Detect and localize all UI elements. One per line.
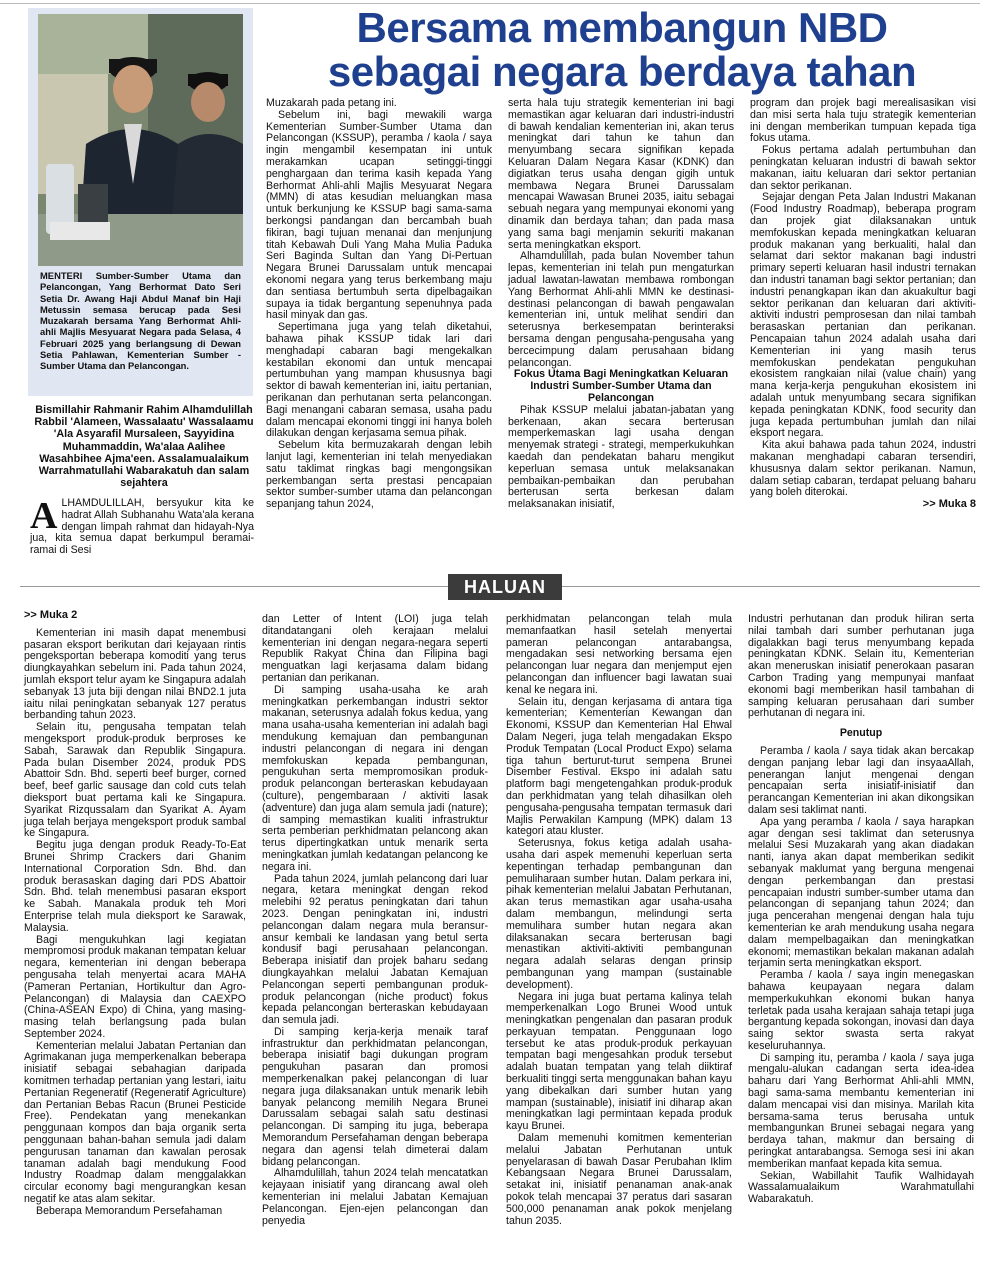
salam-greeting: Bismillahir Rahmanir Rahim Alhamdulillah Rabbil 'Alameen, Wassalaatu' Wassalaamu 'Ala Asyarafil Mursaleen, Sayyidina Muhammaddin, Wa'alaa Aalihee Wasahbihee Ajma'een. Assalamualaikum Warrahmatullahi Wabarakatuh dan salam sejahtera: [34, 404, 254, 490]
paragraph: Alhamdulillah, pada bulan November tahun lepas, kementerian ini telah pun mengaturkan jadual lawatan-lawatan membawa rombongan Yang Berhormat Ahli-ahli MMN ke destinasi-destinasi pelancongan di bawah pengawalan kementerian ini, untuk melihat sendiri dan seterusnya berkesempatan berinteraksi bersama dengan pengusaha-pengusaha yang bercecimpung dalam perusahaan bidang pelancongan.: [508, 250, 734, 369]
paragraph: serta hala tuju strategik kementerian ini bagi memastikan agar keluaran dari industri-industri di bawah kendalian kementerian ini, akan terus meningkat dari tahun ke tahun dan menyumbang secara signifikan kepada Keluaran Dalam Negara Kasar (KDNK) dan digiatkan terus usaha dengan gigih untuk membawa Negara Brunei Darussalam mencapai Wawasan Brunei 2035, iaitu sebagai sebuah negara yang mempunyai ekonomi yang dinamik dan berdaya tahan; dan pada masa yang sama bagi menjamin sekuriti makanan serta meningkatkan eksport.: [508, 97, 734, 251]
headline: [262, 6, 982, 94]
paragraph: Pihak KSSUP melalui jabatan-jabatan yang berkenaan, akan secara berterusan memperkemaskan lagi usaha dengan menyemak strategi - strategi, memperkukuhkan kaedah dan pendekatan baharu mengikut keperluan semasa untuk melaksanakan pembaikan-pembaikan dan perubahan berterusan serta berkesan dalam melaksanakan inisiatif,: [508, 403, 734, 511]
opening-text: LHAMDULILLAH, bersyukur kita ke hadrat Allah Subhanahu Wata'ala kerana dengan limpah rahmat dan hidayah-Nya jua, kita semua dapat berkumpul beramai-ramai di Sesi: [30, 497, 254, 557]
paragraph: dan Letter of Intent (LOI) juga telah ditandatangani oleh kerajaan melalui kementerian ini dengan negara-negara seperti Republik Rakyat China dan Filipina bagi menguatkan lagi kerjasama dalam bidang pertanian dan perikanan.: [262, 613, 488, 684]
bottom-column-1: [24, 610, 246, 1218]
paragraph: Dalam memenuhi komitmen kementerian melalui Jabatan Perhutanan untuk penyelarasan di bawah Dasar Perubahan Iklim Kebangsaan Negara Brunei Darussalam, setakat ini, inisiatif penanaman anak-anak pokok telah mencapai 37 peratus dari sasaran 500,000 penanaman anak pokok menjelang tahun 2035.: [506, 1132, 732, 1227]
photo-caption: MENTERI Sumber-Sumber Utama dan Pelancongan, Yang Berhormat Dato Seri Setia Dr. Awang Haji Abdul Manaf bin Haji Metussin semasa berucap pada Sesi Muzakarah bersama Yang Berhormat Ahli-ahli Majlis Mesyuarat Negara pada Selasa, 4 Februari 2025 yang berlangsung di Dewan Setia Pahlawan, Kementerian Sumber - Sumber Utama dan Pelancongan.: [40, 270, 241, 372]
continued-link[interactable]: >> Muka 8: [922, 498, 976, 511]
paragraph: Sekian, Wabillahit Taufik Walhidayah Wassalamualaikum Warahmatullahi Wabarakatuh.: [748, 1169, 974, 1206]
paragraph: Industri perhutanan dan produk hiliran serta nilai tambah dari sumber perhutanan juga digalakkan bagi terus menyumbang kepada peningkatan KDNK. Selain itu, Kementerian akan meneruskan inisiatif penerokaan pasaran Carbon Trading yang mempunyai manfaat ekonomi bagi memberikan hasil tambahan di samping keluaran perusahaan dari sumber perhutanan di negara ini.: [748, 613, 974, 720]
closing-subhead: Penutup: [839, 727, 883, 740]
paragraph: Alhamdulillah, tahun 2024 telah mencatatkan kejayaan inisiatif yang dirancang awal oleh kementerian ini melalui Jabatan Kemajuan Pelancongan. Ejen-ejen pelancongan dan penyedia: [262, 1167, 488, 1227]
paragraph: program dan projek bagi merealisasikan visi dan misi serta hala tuju strategik kementerian ini dengan memberikan tumpuan kepada tiga fokus utama.: [750, 97, 976, 145]
paragraph: Sebelum ini, bagi mewakili warga Kementerian Sumber-Sumber Utama dan Pelancongan (KSSUP), peramba / kaola / saya ingin mengambil kesempatan ini untuk merakamkan ucapan setinggi-tinggi penghargaan dan terima kasih kepada Yang Berhormat Ahli-ahli Majlis Mesyuarat Negara (MMN) di atas kesudian meluangkan masa untuk berkunjung ke KSSUP bagi sama-sama berkongsi pandangan dan bercambah buah fikiran, bagi tujuan menanai dan menjunjung titah Kebawah Duli Yang Maha Mulia Paduka Seri Baginda Sultan dan Yang Di-Pertuan Negara Brunei Darussalam untuk mencapai ekonomi negara yang terus berkembang maju dan sentiasa bertumbuh serta dipelbagaikan supaya ia tidak bergantung sepenuhnya pada hasil minyak dan gas.: [266, 108, 492, 322]
paragraph: Di samping kerja-kerja menaik taraf infrastruktur dan perkhidmatan pelancongan, beberapa inisiatif bagi dukungan program pengukuhan pasaran dan promosi memperkenalkan pakej pelancongan di luar negara juga dilaksanakan untuk menarik lebih banyak pelancong memilih Negara Brunei Darussalam sebagai salah satu destinasi pelancongan. Di samping itu juga, beberapa Memorandum Persefahaman dengan beberapa negara dan agensi telah dimeterai dalam bidang pelancongan.: [262, 1025, 488, 1168]
paragraph: Di samping itu, peramba / kaola / saya juga mengalu-alukan cadangan serta idea-idea baharu dari Yang Berhormat Ahli-ahli MMN, bagi sama-sama membantu kementerian ini dalam mencapai visi dan misinya. Marilah kita bersama-sama terus berusaha untuk membangunkan Brunei sebagai negara yang berdaya tahan, makmur dan bersaing di peringkat antarabangsa. Semoga sesi ini akan memberikan manfaat kepada kita semua.: [748, 1051, 974, 1170]
section-subhead: Fokus Utama Bagi Meningkatkan Keluaran Industri Sumber-Sumber Utama dan Pelancongan: [513, 368, 729, 404]
paragraph: Sejajar dengan Peta Jalan Industri Makanan (Food Industry Roadmap), beberapa program dan projek giat dilaksanakan untuk memfokuskan kepada meningkatkan keluaran produk makanan yang berkualiti, halal dan selamat dari sektor makanan bagi industri primary seperti keluaran hasil industri ternakan dan industri tanaman bagi sektor pertanian; dan industri penangkapan ikan dan akuakultur bagi sektor perikanan dan keluaran dari aktiviti-aktiviti industri pemprosesan dan nilai tambah berasaskan pertanian dan perikanan. Pencapaian tahun 2024 adalah usaha dari Kementerian ini yang masih terus memfokuskan pendekatan pengukuhan ekosistem rangkaian nilai (value chain) yang mana kerja-kerja pengukuhan ekosistem ini adalah untuk menyumbang secara signifikan kepada peningkatan KDNK, food security dan juga kepada pertumbuhan jumlah dan nilai eksport negara.: [750, 191, 976, 440]
paragraph: Pada tahun 2024, jumlah pelancong dari luar negara, ketara meningkat dengan rekod melebihi 92 peratus peningkatan dari tahun 2023. Dengan peningkatan ini, industri pelancongan dalam negara mula beransur-ansur kembali ke landasan yang betul serta kondusif bagi perusahaan pelancongan. Beberapa inisiatif dan projek baharu sedang diungkayahkan melalui Jabatan Kemajuan Pelancongan seperti pembangunan produk-produk pelancongan (niche product) fokus kepada pelancongan berteraskan kebudayaan dan semula jadi.: [262, 872, 488, 1027]
bottom-column-4: [748, 614, 974, 1206]
bottom-column-2: [262, 614, 488, 1227]
paragraph: Bagi mengukuhkan lagi kegiatan mempromosi produk makanan tempatan keluar negara, kementerian ini dengan beberapa pengusaha telah menyertai acara MAHA (Pameran Pertanian, Hortikultur dan Agro-Pelancongan) di Malaysia dan CAEXPO (China-ASEAN Expo) di China, yang masing-masing telah berlangsung pada bulan September 2024.: [24, 933, 246, 1040]
paragraph: Kementerian melalui Jabatan Pertanian dan Agrimakanan juga memperkenalkan beberapa inisiatif sebagai sebahagian daripada komitmen terhadap pertanian yang lestari, iaitu Pertanian Regeneratif (Regeneratif Agriculture) dan Pertanian Bebas Racun (Brunei Pesticide Free). Pendekatan yang menekankan penggunaan kompos dan baja organik serta penggunaan bahan-bahan semula jadi dalam pengurusan tanaman dan kawalan perosak tanaman adalah bagi mendukung Food Industry Roadmap dalam menggalakkan circular economy bagi mengurangkan kesan negatif ke atas alam sekitar.: [24, 1039, 246, 1206]
paragraph: Beberapa Memorandum Persefahaman: [36, 1204, 223, 1217]
paragraph: Peramba / kaola / saya tidak akan bercakap dengan panjang lebar lagi dan insyaaAllah, penerangan lanjut mengenai dengan pencapaian serta inisiatif-inisiatif dan perancangan Kementerian ini akan dikongsikan dalam sesi taklimat nanti.: [748, 744, 974, 816]
paragraph: Selain itu, dengan kerjasama di antara tiga kementerian; Kementerian Kewangan dan Ekonomi, KSSUP dan Kementerian Hal Ehwal Dalam Negeri, juga telah mengadakan Ekspo Produk Tempatan (Local Product Expo) selama tiga tahun berturut-turut sempena Brunei Disember Festival. Ekspo ini adalah satu platform bagi mengetengahkan produk-produk dan perkhidmatan yang telah dihasilkan oleh pengusaha-pengusaha tempatan termasuk dari Majlis Perwakilan Kampung (MPK) dalam 13 kategori atau kluster.: [506, 695, 732, 838]
paragraph: Peramba / kaola / saya ingin menegaskan bahawa keupayaan negara dalam memperkukuhkan ekonomi bukan hanya terletak pada usaha kerajaan sahaja tetapi juga bergantung kepada sokongan, inovasi dan daya saing sektor swasta serta rakyat keseluruhannya.: [748, 969, 974, 1052]
photo-box: [28, 8, 253, 396]
drop-cap: A: [30, 495, 58, 537]
top-column-4: [750, 98, 976, 511]
bottom-column-3: [506, 614, 732, 1227]
paragraph: Sepertimana juga yang telah diketahui, bahawa pihak KSSUP tidak lari dari menghadapi cabaran bagi mengekalkan kestabilan ekonomi dan untuk mencapai pertumbuhan yang mampan khususnya bagi sektor di bawah kementerian ini, iaitu pertanian, perikanan dan perhutanan serta pelancongan. Bagi menangani cabaran semasa, usaha padu dalam mencapai ekonomi tinggi ini hanya boleh dilakukan dengan kerjasama semua pihak.: [266, 321, 492, 440]
continued-from-link[interactable]: >> Muka 2: [24, 609, 78, 621]
paragraph: Kita akui bahawa pada tahun 2024, industri makanan menghadapi cabaran tersendiri, khususnya dalam sektor perikanan. Namun, dalam setiap cabaran, terdapat peluang baharu yang boleh diterokai.: [750, 439, 976, 499]
paragraph: Kementerian ini masih dapat menembusi pasaran eksport berikutan dari kejayaan rintis pengeksportan beberapa komoditi yang terus diungkayahkan sebelum ini. Pada tahun 2024, jumlah eksport telur ayam ke Singapura adalah sebanyak 13 juta biji dengan nilai BND2.1 juta iaitu nilai peningkatan sebanyak 127 peratus berbanding tahun 2023.: [24, 626, 246, 722]
paragraph: perkhidmatan pelancongan telah mula memanfaatkan hasil setelah menyertai pameran pelancongan antarabangsa, mengadakan sesi networking bersama ejen pelancongan luar negara dan menjemput ejen pelancongan dan influencer bagi lawatan suai kenal ke negara ini.: [506, 613, 732, 696]
top-column-1: [30, 495, 254, 557]
top-column-2: [266, 98, 492, 511]
headline-line-1: Bersama membangun NBD: [356, 4, 888, 51]
haluan-banner: HALUAN: [448, 574, 562, 600]
paragraph: Di samping usaha-usaha ke arah meningkatkan perkembangan industri sektor makanan, seterusnya adalah fokus kedua, yang mana usaha-usaha kementerian ini adalah bagi mendukung kemajuan dan pembangunan industri pelancongan di negara ini dengan memfokuskan kepada pembangunan, pengukuhan serta mempromosikan produk-produk pelancongan berteraskan kebudayaan (culture), pengembaraan / aktiviti lasak (adventure) dan juga alam semula jadi (nature); di samping memastikan kualiti infrastruktur serta pemberian perkhidmatan pelancong akan terus dipertingkatkan untuk menarik serta meningkatkan jumlah kedatangan pelancong ke negara ini.: [262, 683, 488, 873]
paragraph: Sebelum kita bermuzakarah dengan lebih lanjut lagi, kementerian ini telah menyediakan satu taklimat ringkas bagi mengongsikan perkembangan serta prestasi pencapaian sektor sumber-sumber utama dan pelancongan sepanjang tahun 2024,: [266, 439, 492, 511]
headline-line-2: sebagai negara berdaya tahan: [327, 48, 917, 95]
paragraph: Fokus pertama adalah pertumbuhan dan peningkatan keluaran industri di bawah sektor makanan, iaitu keluaran dari sektor pertanian dan sektor perikanan.: [750, 144, 976, 192]
paragraph: Selain itu, pengusaha tempatan telah mengeksport produk-produk berproses ke Sabah, Sarawak dan Republik Singapura. Pada bulan Disember 2024, produk PDS Abattoir Sdn. Bhd. seperti beef burger, corned beef, beef garlic sausage dan cold cuts telah dieksport buat pertama kali ke Singapura. Syarikat Rizqussalam dan Syarikat A. Ayam juga telah berjaya mengeksport produk sambal ke Singapura.: [24, 721, 246, 840]
paragraph: Begitu juga dengan produk Ready-To-Eat Brunei Shrimp Crackers dari Ghanim International Corporation Sdn. Bhd. dan produk berasaskan daging dari PDS Abattoir Sdn. Bhd. telah menembusi pasaran eksport ke Sabah. Manakala produk teh Mori Enterprise telah mula dieksport ke Sarawak, Malaysia.: [24, 839, 246, 934]
paragraph: Negara ini juga buat pertama kalinya telah memperkenalkan Logo Brunei Wood untuk meningkatkan pengenalan dan pasaran produk perkayuan tempatan. Penggunaan logo tersebut ke atas produk-produk perkayuan tempatan bagi mengesahkan produk tersebut adalah buatan tempatan yang telah diiktiraf berkualiti tinggi serta menggunakan bahan kayu yang dibekalkan dari sumber hutan yang mampan (sustainable), inisiatif ini diharap akan meningkatkan lagi permintaan kepada produk kayu Brunei.: [506, 990, 732, 1133]
paragraph: Seterusnya, fokus ketiga adalah usaha-usaha dari aspek memenuhi keperluan serta kepentingan terhadap pembangunan dan pemuliharaan sumber hutan. Dalam perkara ini, pihak kementerian melalui Jabatan Perhutanan, akan terus memastikan agar usaha-usaha dalam membangun, melindungi serta memulihara sumber hutan negara akan dilaksanakan secara berterusan bagi menastikan aktiviti-aktiviti pembangunan negara adalah selaras dengan prinsip pembangunan yang mampan (sustainable development).: [506, 837, 732, 991]
minister-photo-illustration: [38, 14, 243, 266]
paragraph: Apa yang peramba / kaola / saya harapkan agar dengan sesi taklimat dan seterusnya melalui Sesi Muzakarah yang akan diadakan nanti, ianya akan dapat memberikan sedikit sebanyak maklumat yang berguna mengenai dengan perkembangan dan prestasi pencapaian industri sumber-sumber utama dan pelancongan di sepanjang tahun 2024; dan juga pencerahan mengenai dengan hala tuju kementerian ke arah mendukung usaha negara dalam mempelbagaikan dan meningkatkan ekonomi; memastikan bekalan makanan adalah terjamin serta meningkatkan eksport.: [748, 815, 974, 970]
opening-paragraph: [30, 495, 254, 557]
top-column-3: [508, 98, 734, 511]
minister-photo: [38, 14, 243, 266]
paragraph: Muzakarah pada petang ini.: [266, 97, 397, 109]
